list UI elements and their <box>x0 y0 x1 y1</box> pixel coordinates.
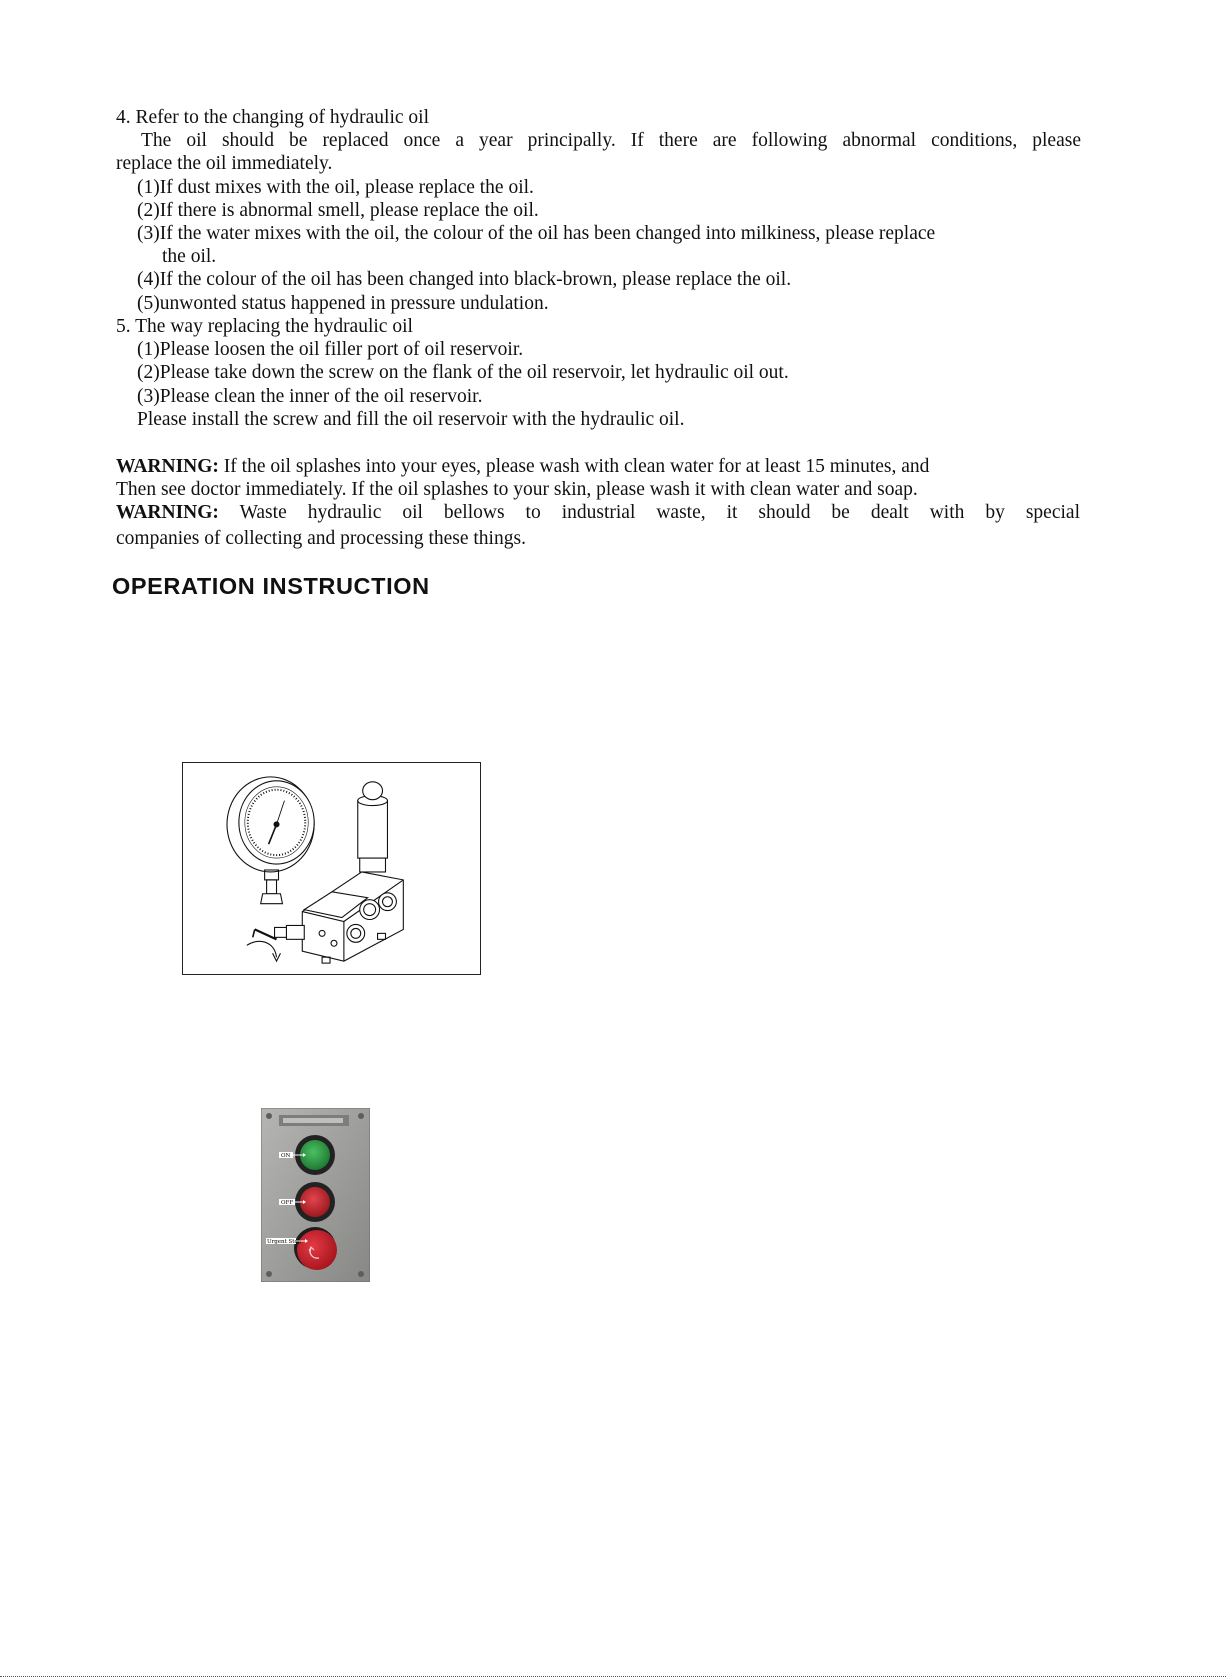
oil-change-item-4: (4)If the colour of the oil has been changed into black-brown, please replace the oil. <box>137 269 792 290</box>
warning-label: WARNING: <box>116 456 219 477</box>
oil-replace-step-2: (2)Please take down the screw on the flank of the oil reservoir, let hydraulic oil out. <box>137 362 789 383</box>
oil-replace-step-4: Please install the screw and fill the oil reservoir with the hydraulic oil. <box>137 409 685 430</box>
warning-1-line1 <box>116 455 929 478</box>
oil-change-item-2: (2)If there is abnormal smell, please replace the oil. <box>137 200 539 221</box>
urgent-stop-label: Urgent Stop <box>267 1239 302 1245</box>
warning-label: WARNING: <box>116 502 219 523</box>
oil-change-heading: 4. Refer to the changing of hydraulic oil <box>116 107 429 128</box>
oil-change-intro-line2: replace the oil immediately. <box>116 153 333 174</box>
control-box-drawing <box>261 1108 370 1282</box>
control-box-figure <box>261 1108 370 1282</box>
warning-2-line1 <box>116 501 1080 524</box>
oil-replace-step-1: (1)Please loosen the oil filler port of oil reservoir. <box>137 339 524 360</box>
oil-change-item-1: (1)If dust mixes with the oil, please replace the oil. <box>137 177 534 198</box>
operation-heading: OPERATION INSTRUCTION <box>112 573 430 599</box>
warning-2-text: Waste hydraulic oil bellows to industrial waste, it should be dealt with by special <box>239 502 1080 523</box>
on-label: ON <box>281 1153 291 1159</box>
warning-1-text: If the oil splashes into your eyes, please wash with clean water for at least 15 minutes, and <box>223 456 930 477</box>
gauge-valve-figure <box>182 762 481 975</box>
oil-change-item-3: (3)If the water mixes with the oil, the colour of the oil has been changed into milkiness, please replace <box>137 223 936 244</box>
oil-replace-step-3: (3)Please clean the inner of the oil reservoir. <box>137 386 483 407</box>
gauge-valve-drawing <box>183 763 480 974</box>
warning-2-line2: companies of collecting and processing these things. <box>116 528 526 549</box>
page-bottom-rule <box>0 1676 1226 1677</box>
warning-1-line2: Then see doctor immediately. If the oil splashes to your skin, please wash it with clean water and soap. <box>116 479 918 500</box>
oil-change-intro-line1: The oil should be replaced once a year principally. If there are following abnormal conditions, please <box>141 130 1081 151</box>
urgent-stop-button <box>297 1230 337 1270</box>
off-label: OFF <box>281 1200 294 1206</box>
oil-change-item-3-cont: the oil. <box>162 246 217 267</box>
oil-change-item-5: (5)unwonted status happened in pressure undulation. <box>137 293 549 314</box>
oil-replace-heading: 5. The way replacing the hydraulic oil <box>116 316 413 337</box>
